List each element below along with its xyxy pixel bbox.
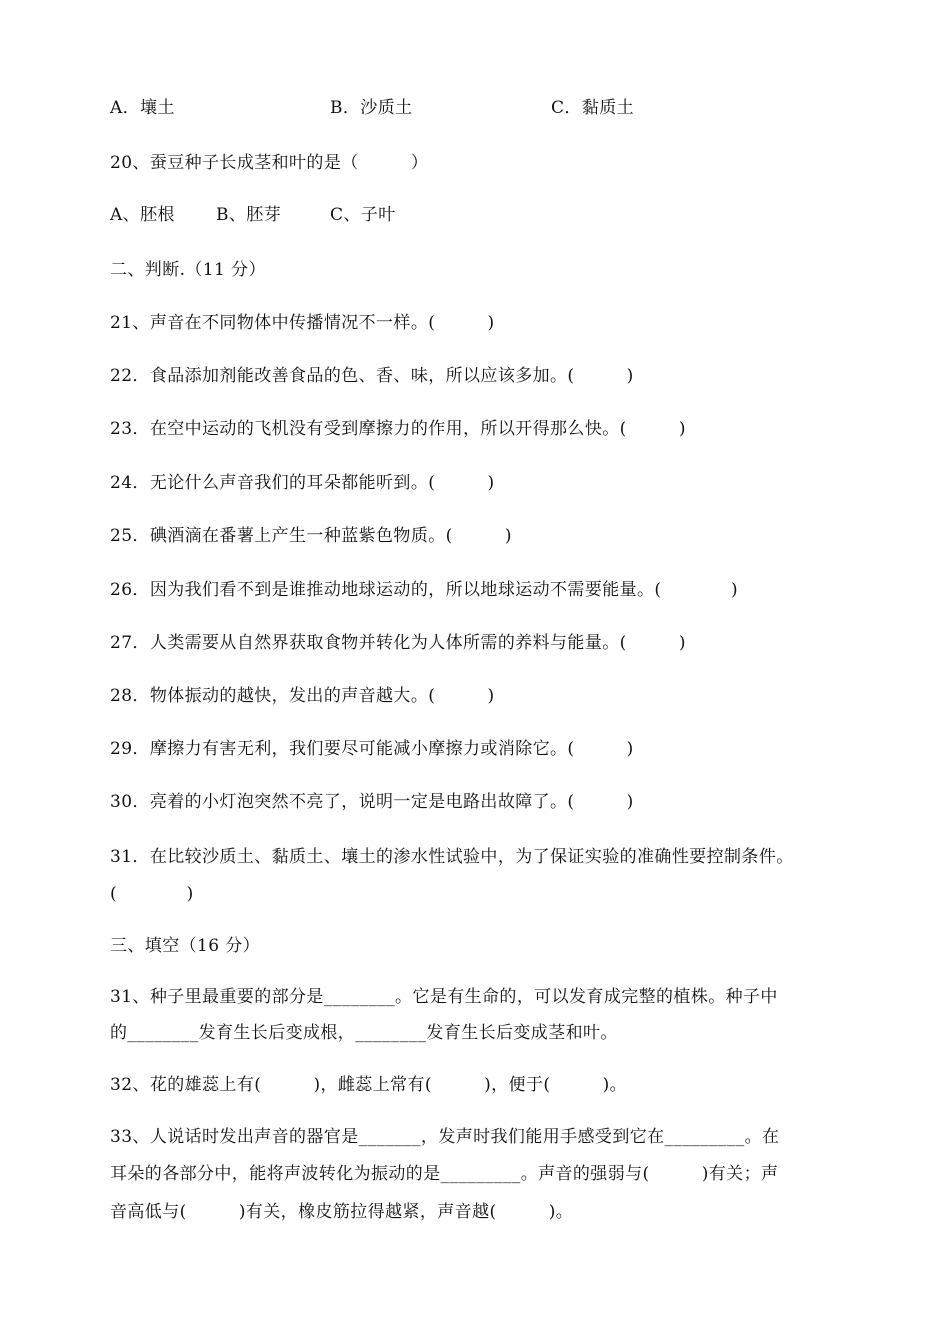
judge-item-23: 23．在空中运动的飞机没有受到摩擦力的作用，所以开得那么快。( ) xyxy=(110,419,686,439)
q20-stem: 20、蚕豆种子长成茎和叶的是（ ） xyxy=(110,153,429,173)
judge-item-31-answer: ( ) xyxy=(110,884,194,904)
q20-option-c: C、子叶 xyxy=(330,205,396,225)
fill-item-33-line3: 音高低与( )有关，橡皮筋拉得越紧，声音越( )。 xyxy=(110,1202,574,1222)
judge-item-25: 25．碘酒滴在番薯上产生一种蓝紫色物质。( ) xyxy=(110,526,512,546)
judge-item-31: 31．在比较沙质土、黏质土、壤土的渗水性试验中，为了保证实验的准确性要控制条件。 xyxy=(110,847,794,867)
judge-item-30: 30．亮着的小灯泡突然不亮了，说明一定是电路出故障了。( ) xyxy=(110,792,634,812)
judge-item-24: 24．无论什么声音我们的耳朵都能听到。( ) xyxy=(110,473,495,493)
judge-item-29: 29．摩擦力有害无利，我们要尽可能减小摩擦力或消除它。( ) xyxy=(110,739,634,759)
judge-item-28: 28．物体振动的越快，发出的声音越大。( ) xyxy=(110,686,495,706)
judge-item-22: 22．食品添加剂能改善食品的色、香、味，所以应该多加。( ) xyxy=(110,366,634,386)
q20-option-a: A、胚根 xyxy=(110,205,175,225)
fill-item-33-line1: 33、人说话时发出声音的器官是_______，发声时我们能用手感受到它在_________。在 xyxy=(110,1127,780,1147)
q19-option-b: B．沙质土 xyxy=(330,98,413,118)
section3-heading: 三、填空（16 分） xyxy=(110,936,261,956)
q19-option-a: A．壤土 xyxy=(110,98,175,118)
judge-item-21: 21、声音在不同物体中传播情况不一样。( ) xyxy=(110,313,495,333)
fill-item-32: 32、花的雄蕊上有( )，雌蕊上常有( )，便于( )。 xyxy=(110,1075,628,1095)
fill-item-31-line1: 31、种子里最重要的部分是________。它是有生命的，可以发育成完整的植株。种子中 xyxy=(110,987,778,1007)
q20-option-b: B、胚芽 xyxy=(216,205,282,225)
section2-heading: 二、判断.（11 分） xyxy=(110,260,266,280)
q19-option-c: C．黏质土 xyxy=(551,98,635,118)
fill-item-31-line2: 的________发育生长后变成根，________发育生长后变成茎和叶。 xyxy=(110,1023,618,1043)
judge-item-27: 27．人类需要从自然界获取食物并转化为人体所需的养料与能量。( ) xyxy=(110,633,686,653)
judge-item-26: 26．因为我们看不到是谁推动地球运动的，所以地球运动不需要能量。( ) xyxy=(110,580,739,600)
fill-item-33-line2: 耳朵的各部分中，能将声波转化为振动的是_________。声音的强弱与( )有关；声 xyxy=(110,1164,779,1184)
